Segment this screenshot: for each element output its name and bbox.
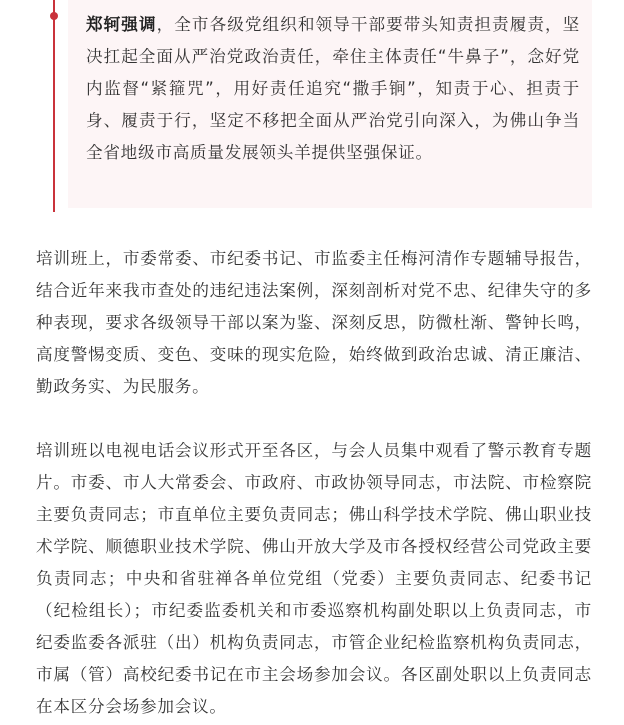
paragraph-conference-attendees: 培训班以电视电话会议形式开至各区，与会人员集中观看了警示教育专题片。市委、市人大常委会、市政府、市政协领导同志，市法院、市检察院主要负责同志；市直单位主要负责同志；佛山科学技术学院、佛山职业技术学院、顺德职业技术学院、佛山开放大学及市各授权经营公司党政主要负责同志；中央和省驻禅各单位党组（党委）主要负责同志、纪委书记（纪检组长）；市纪委监委机关和市委巡察机构副处职以上负责同志，市纪委监委各派驻（出）机构负责同志，市管企业纪检监察机构负责同志，市属（管）高校纪委书记在市主会场参加会议。各区副处职以上负责同志在本区分会场参加会议。: [36, 441, 592, 716]
quote-body: ，全市各级党组织和领导干部要带头知责担责履责，坚决扛起全面从严治党政治责任，牵住主体责任“牛鼻子”，念好党内监督“紧箍咒”，用好责任追究“撒手锏”，知责于心、担责于身、履责于行，坚定不移把全面从严治党引向深入，为佛山争当全省地级市高质量发展领头羊提供坚强保证。: [86, 15, 581, 162]
quote-speaker: 郑轲强调: [86, 15, 157, 34]
paragraph-training-report: 培训班上，市委常委、市纪委书记、市监委主任梅河清作专题辅导报告，结合近年来我市查处的违纪违法案例，深刻剖析对党不忠、纪律失守的多种表现，要求各级领导干部以案为鉴、深刻反思，防微杜渐、警钟长鸣，高度警惕变质、变色、变味的现实危险，始终做到政治忠诚、清正廉洁、勤政务实、为民服务。: [36, 249, 592, 396]
quote-accent-line: [53, 0, 55, 212]
quote-text: [86, 9, 580, 169]
quote-bullet-dot: [50, 12, 58, 20]
